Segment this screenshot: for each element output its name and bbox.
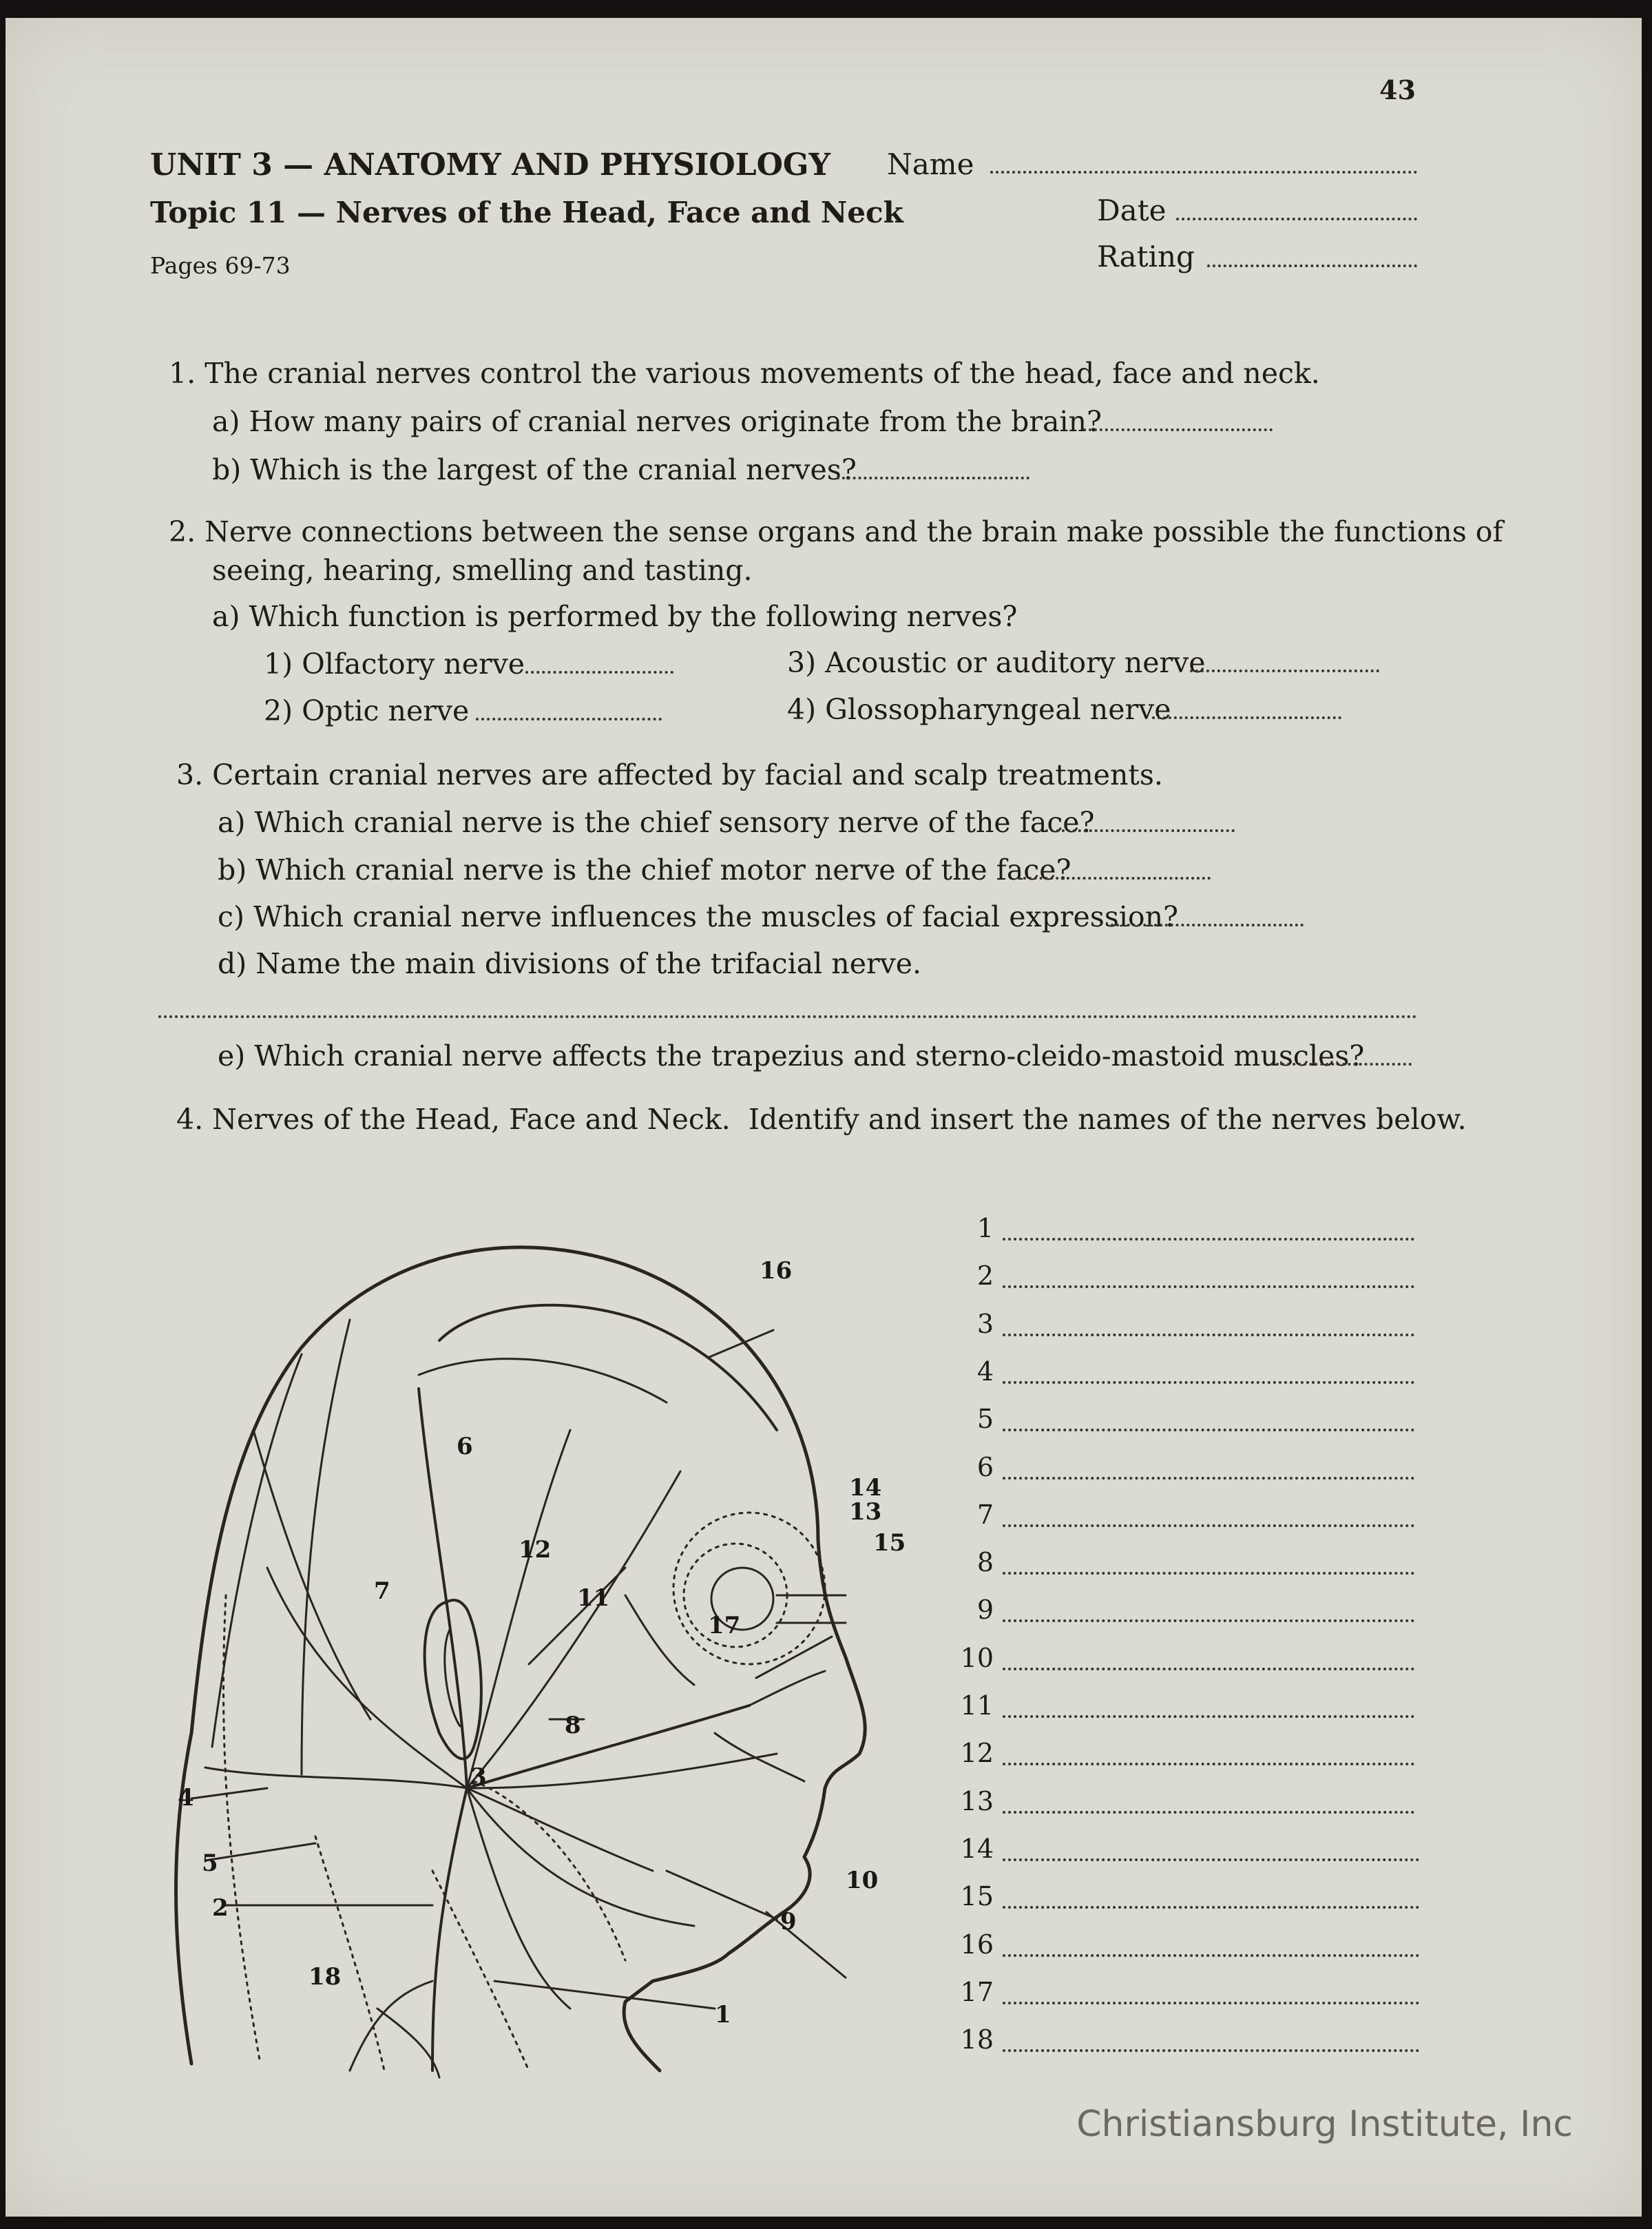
- answer-line-5[interactable]: [1003, 1429, 1414, 1431]
- date-field[interactable]: [1176, 218, 1417, 220]
- diagram-label-8: 8: [565, 1712, 581, 1739]
- answer-number-12: 12: [960, 1738, 994, 1768]
- pages-reference: Pages 69-73: [150, 252, 291, 279]
- q2-acoustic-label: 3) Acoustic or auditory nerve: [787, 646, 1206, 679]
- answer-number-6: 6: [976, 1452, 994, 1482]
- diagram-label-5: 5: [202, 1849, 218, 1877]
- diagram-label-6: 6: [457, 1433, 473, 1460]
- worksheet-page: [6, 18, 1642, 2217]
- q3a-answer[interactable]: [1045, 829, 1235, 832]
- q3d-text: d) Name the main divisions of the trifacial nerve.: [218, 947, 922, 980]
- answer-number-13: 13: [960, 1786, 994, 1816]
- diagram-label-10: 10: [846, 1867, 879, 1894]
- answer-number-11: 11: [960, 1690, 994, 1721]
- q3b-answer[interactable]: [1018, 877, 1211, 880]
- answer-line-8[interactable]: [1003, 1572, 1414, 1575]
- q1a-answer[interactable]: [1083, 428, 1273, 431]
- q3c-answer[interactable]: [1111, 924, 1304, 926]
- q2-optic-label: 2) Optic nerve: [264, 694, 470, 727]
- q2-glossopharyngeal-label: 4) Glossopharyngeal nerve: [787, 693, 1171, 726]
- answer-line-6[interactable]: [1003, 1477, 1414, 1480]
- answer-line-10[interactable]: [1003, 1668, 1414, 1670]
- diagram-label-14: 14: [849, 1474, 882, 1502]
- diagram-label-11: 11: [577, 1584, 610, 1612]
- diagram-label-2: 2: [212, 1894, 229, 1922]
- q3d-answer[interactable]: [158, 1015, 1417, 1018]
- answer-number-1: 1: [976, 1213, 994, 1243]
- q2-optic-answer[interactable]: [476, 718, 662, 720]
- q4-title: 4. Nerves of the Head, Face and Neck.: [176, 1103, 731, 1136]
- q1b-text: b) Which is the largest of the cranial nerves?: [212, 453, 857, 486]
- q1-text: 1. The cranial nerves control the various movements of the head, face and neck.: [169, 357, 1320, 390]
- answer-number-14: 14: [960, 1834, 994, 1864]
- q1b-answer[interactable]: [837, 477, 1029, 479]
- diagram-label-17: 17: [708, 1612, 741, 1639]
- answer-number-9: 9: [976, 1595, 994, 1625]
- name-field[interactable]: [990, 171, 1417, 174]
- answer-line-1[interactable]: [1003, 1238, 1414, 1241]
- answer-number-10: 10: [960, 1643, 994, 1673]
- unit-title: UNIT 3 — ANATOMY AND PHYSIOLOGY: [150, 147, 830, 183]
- answer-line-14[interactable]: [1003, 1858, 1419, 1861]
- q2-olfactory-answer[interactable]: [525, 671, 673, 674]
- answer-line-13[interactable]: [1003, 1811, 1414, 1814]
- q4-text: [176, 1103, 1467, 1136]
- q2-olfactory-label: 1) Olfactory nerve: [264, 647, 525, 681]
- answer-line-2[interactable]: [1003, 1285, 1414, 1288]
- answer-number-3: 3: [976, 1309, 994, 1339]
- answer-number-4: 4: [976, 1356, 994, 1387]
- topic-title: Topic 11 — Nerves of the Head, Face and Neck: [150, 196, 903, 229]
- answer-line-11[interactable]: [1003, 1715, 1414, 1718]
- answer-number-8: 8: [976, 1547, 994, 1577]
- page-number: 43: [1379, 74, 1416, 105]
- answer-line-7[interactable]: [1003, 1524, 1414, 1527]
- answer-number-5: 5: [976, 1404, 994, 1434]
- answer-line-18[interactable]: [1003, 2049, 1419, 2052]
- q4-instruction: Identify and insert the names of the nerves below.: [748, 1103, 1467, 1136]
- head-nerves-diagram: [143, 1182, 956, 2091]
- watermark: Christiansburg Institute, Inc: [1076, 2104, 1573, 2145]
- q2-acoustic-answer[interactable]: [1190, 670, 1379, 672]
- q2-text-line1: 2. Nerve connections between the sense organs and the brain make possible the functions of: [169, 515, 1503, 548]
- diagram-label-18: 18: [309, 1963, 342, 1991]
- diagram-label-3: 3: [470, 1763, 487, 1791]
- q3a-text: a) Which cranial nerve is the chief sensory nerve of the face?: [218, 806, 1095, 839]
- answer-number-16: 16: [960, 1929, 994, 1960]
- diagram-label-15: 15: [873, 1529, 906, 1557]
- answer-number-18: 18: [960, 2024, 994, 2055]
- answer-number-2: 2: [976, 1261, 994, 1291]
- answer-line-3[interactable]: [1003, 1334, 1414, 1336]
- q3e-answer[interactable]: [1271, 1063, 1412, 1066]
- diagram-label-16: 16: [760, 1257, 793, 1285]
- diagram-label-12: 12: [519, 1536, 552, 1564]
- name-label: Name: [887, 147, 974, 181]
- q3-text: 3. Certain cranial nerves are affected by facial and scalp treatments.: [176, 758, 1163, 791]
- answer-number-15: 15: [960, 1881, 994, 1911]
- rating-label: Rating: [1097, 240, 1195, 273]
- date-label: Date: [1097, 194, 1167, 227]
- answer-line-15[interactable]: [1003, 1906, 1419, 1909]
- q3e-text: e) Which cranial nerve affects the trapezius and sterno-cleido-mastoid muscles?: [218, 1039, 1365, 1072]
- q3c-text: c) Which cranial nerve influences the muscles of facial expression?: [218, 900, 1178, 933]
- diagram-label-13: 13: [849, 1498, 882, 1526]
- q1a-text: a) How many pairs of cranial nerves originate from the brain?: [212, 405, 1102, 438]
- answer-line-17[interactable]: [1003, 2002, 1419, 2004]
- answer-line-4[interactable]: [1003, 1381, 1414, 1384]
- diagram-label-7: 7: [374, 1577, 390, 1605]
- answer-line-9[interactable]: [1003, 1619, 1414, 1622]
- answer-number-17: 17: [960, 1977, 994, 2007]
- answer-line-12[interactable]: [1003, 1763, 1414, 1765]
- diagram-label-4: 4: [178, 1784, 194, 1812]
- rating-field[interactable]: [1207, 265, 1417, 267]
- diagram-label-1: 1: [715, 2001, 731, 2029]
- answer-number-7: 7: [976, 1500, 994, 1530]
- q2-text-line2: seeing, hearing, smelling and tasting.: [212, 554, 753, 587]
- diagram-label-9: 9: [780, 1908, 797, 1936]
- q3b-text: b) Which cranial nerve is the chief motor nerve of the face?: [218, 853, 1071, 887]
- answer-line-16[interactable]: [1003, 1954, 1419, 1957]
- q2a-text: a) Which function is performed by the following nerves?: [212, 600, 1018, 633]
- q2-glossopharyngeal-answer[interactable]: [1152, 716, 1341, 719]
